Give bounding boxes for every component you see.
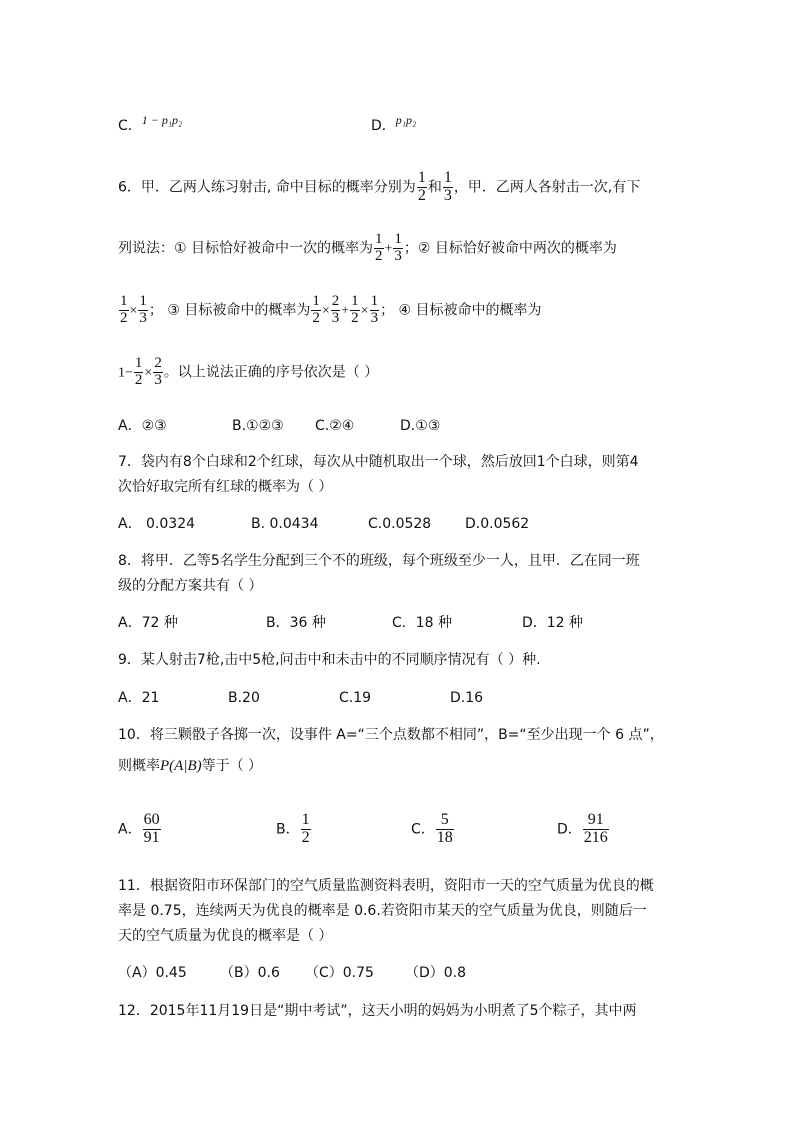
fraction-one-third: $\frac{1}{3}$ (394, 231, 402, 264)
q11-option-c: （C）0.75 (305, 965, 374, 981)
q10-option-d (557, 812, 610, 847)
q11-line-3: 天的空气质量为优良的概率是（ ） (118, 928, 333, 944)
plus-sign: + (384, 241, 393, 257)
times-sign: × (129, 303, 138, 319)
q9-line-1: 9．某人射击7枪,击中5枪,问击中和未击中的不同顺序情况有（ ）种. (118, 652, 541, 668)
q10-option-c-fraction: $\frac{5}{18}$ (436, 811, 453, 846)
q7-option-a: A． 0.0324 (118, 516, 196, 532)
q8-option-c: C．18 种 (392, 615, 453, 631)
q7-option-b: B. 0.0434 (251, 516, 319, 532)
q5-option-c-expr: 1 − p₁p₂ (141, 113, 183, 127)
q6-text-1b: 和 (427, 179, 442, 196)
q5-option-d (371, 110, 416, 136)
q6-option-b: B.①②③ (232, 418, 284, 434)
q8-option-d: D．12 种 (522, 615, 584, 631)
q5-option-c (118, 110, 182, 136)
q6-text-3b: ； ④ 目标被命中的概率为 (380, 302, 542, 319)
q11-option-a: （A）0.45 (118, 965, 187, 981)
q10-option-b-label: B． (276, 821, 300, 838)
fraction-one-half: $\frac{1}{2}$ (375, 231, 383, 264)
fraction-one-half: $\frac{1}{2}$ (120, 293, 128, 326)
q7-line-2: 次恰好取完所有红球的概率为（ ） (118, 479, 333, 495)
fraction-one-half: $\frac{1}{2}$ (312, 293, 320, 326)
q10-text-2b: 等于（ ） (201, 758, 263, 774)
q5-option-c-label: C． (118, 118, 142, 134)
q6-line-2 (118, 232, 617, 265)
q10-option-a-fraction: $\frac{60}{91}$ (143, 811, 160, 846)
fraction-one-half: $\frac{1}{2}$ (134, 355, 143, 388)
q10-option-b-fraction: $\frac{1}{2}$ (301, 811, 310, 846)
q6-line-4 (118, 356, 378, 389)
q10-prob-expr: P(A|B) (160, 758, 202, 774)
fraction-one-third: $\frac{1}{3}$ (443, 169, 452, 204)
q6-text-4a: 1− (118, 365, 133, 381)
times-sign: × (360, 303, 369, 319)
q6-text-1c: ，甲．乙两人各射击一次,有下 (453, 179, 641, 196)
fraction-one-half: $\frac{1}{2}$ (417, 169, 426, 204)
q6-option-d: D.①③ (400, 418, 441, 434)
q11-line-1: 11．根据资阳市环保部门的空气质量监测资料表明，资阳市一天的空气质量为优良的概 (118, 878, 654, 894)
q8-option-b: B．36 种 (266, 615, 326, 631)
q11-line-2: 率是 0.75，连续两天为优良的概率是 0.6.若资阳市某天的空气质量为优良，则随后一 (118, 903, 647, 919)
q11-option-d: （D）0.8 (405, 965, 467, 981)
q9-option-b: B.20 (228, 690, 260, 706)
q5-option-d-expr: p₁p₂ (395, 113, 417, 127)
q6-text-3a: ； ③ 目标被命中的概率为 (148, 302, 311, 319)
q9-option-c: C.19 (339, 690, 372, 706)
plus-sign: + (341, 303, 350, 319)
fraction-one-third: $\frac{1}{3}$ (370, 293, 379, 326)
q11-option-b: （B）0.6 (220, 965, 280, 981)
q10-option-a-label: A． (118, 821, 142, 838)
fraction-two-thirds: $\frac{2}{3}$ (331, 293, 340, 326)
q10-option-d-label: D． (557, 821, 582, 838)
q6-line-3 (118, 294, 542, 327)
q10-option-c (411, 812, 455, 847)
fraction-one-half: $\frac{1}{2}$ (351, 293, 359, 326)
q6-text-1a: 6．甲．乙两人练习射击, 命中目标的概率分别为 (118, 179, 416, 196)
q12-line-1: 12．2015年11月19日是“期中考试”，这天小明的妈妈为小明煮了5个粽子，其中两 (118, 1003, 637, 1019)
q6-line-1 (118, 170, 640, 205)
q9-option-d: D.16 (450, 690, 484, 706)
q8-option-a: A．72 种 (118, 615, 178, 631)
q6-text-4b: 。以上说法正确的序号依次是（ ） (163, 364, 379, 381)
q7-line-1: 7．袋内有8个白球和2个红球，每次从中随机取出一个球，然后放回1个白球，则第4 (118, 454, 639, 470)
q6-text-2b: ；② 目标恰好被命中两次的概率为 (403, 240, 617, 257)
fraction-one-third: $\frac{1}{3}$ (139, 293, 147, 326)
q7-option-c: C.0.0528 (368, 516, 432, 532)
q10-text-2a: 则概率 (118, 758, 160, 774)
fraction-two-thirds: $\frac{2}{3}$ (154, 355, 162, 388)
q10-option-a (118, 812, 162, 847)
q6-text-2a: 列说法：① 目标恰好被命中一次的概率为 (118, 240, 373, 257)
q8-line-2: 级的分配方案共有（ ） (118, 578, 263, 594)
q6-option-c: C.②④ (315, 418, 355, 434)
q6-option-a: A．②③ (118, 418, 167, 434)
times-sign: × (321, 303, 330, 319)
q7-option-d: D.0.0562 (465, 516, 530, 532)
q5-option-d-label: D． (371, 118, 396, 134)
q10-option-c-label: C． (411, 821, 435, 838)
q10-option-b (276, 812, 312, 847)
q10-line-2 (118, 756, 262, 776)
q8-line-1: 8．将甲．乙等5名学生分配到三个不的班级，每个班级至少一人，且甲．乙在同一班 (118, 553, 640, 569)
q10-option-d-fraction: $\frac{91}{216}$ (583, 811, 608, 846)
times-sign: × (144, 365, 153, 381)
q10-line-1: 10．将三颗骰子各掷一次，设事件 A=“三个点数都不相同”，B=“至少出现一个 6 点”， (118, 727, 664, 743)
q9-option-a: A．21 (118, 690, 160, 706)
